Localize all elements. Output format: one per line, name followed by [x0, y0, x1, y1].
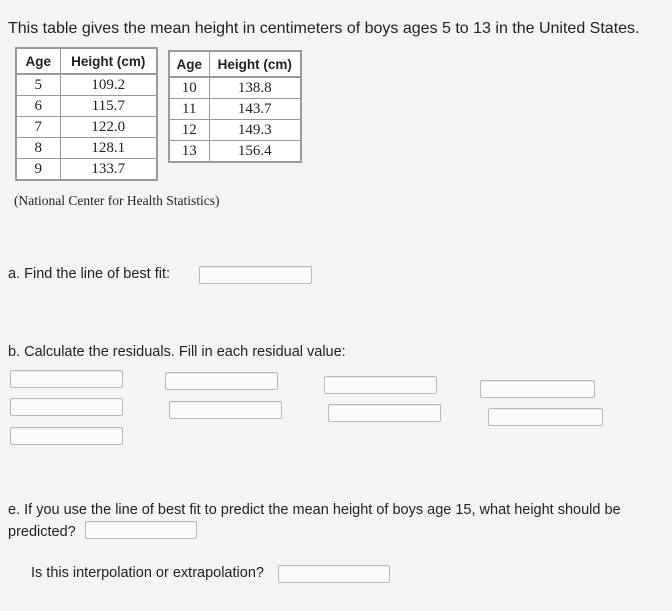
part-e-label-line1: e. If you use the line of best fit to predict the mean height of boys age 15, what height should be [8, 502, 621, 518]
height-table-ages-10-13 [168, 50, 302, 163]
height-cell: 133.7 [60, 159, 157, 181]
table-row [16, 138, 157, 159]
best-fit-line-input[interactable] [199, 266, 312, 284]
table-row [16, 96, 157, 117]
residual-input[interactable] [169, 401, 282, 419]
age-cell: 9 [16, 159, 60, 181]
age-cell: 13 [169, 141, 209, 163]
column-header-height: Height (cm) [60, 48, 157, 74]
age-cell: 10 [169, 77, 209, 99]
height-cell: 122.0 [60, 117, 157, 138]
height-cell: 156.4 [209, 141, 301, 163]
residual-input[interactable] [165, 372, 278, 390]
table-row [16, 74, 157, 96]
intro-text: This table gives the mean height in centimeters of boys ages 5 to 13 in the United States. [8, 20, 640, 37]
residual-input[interactable] [10, 427, 123, 445]
residual-input[interactable] [328, 404, 441, 422]
table-row [169, 141, 301, 163]
height-table-ages-5-9 [15, 47, 158, 181]
age-cell: 12 [169, 120, 209, 141]
residual-input[interactable] [10, 398, 123, 416]
age-cell: 11 [169, 99, 209, 120]
column-header-height: Height (cm) [209, 51, 301, 77]
residual-input[interactable] [10, 370, 123, 388]
column-header-age: Age [16, 48, 60, 74]
residual-input[interactable] [488, 408, 603, 426]
table-row [169, 77, 301, 99]
source-citation: (National Center for Health Statistics) [14, 193, 220, 208]
part-e-label-line2: predicted? [8, 524, 76, 540]
height-cell: 109.2 [60, 74, 157, 96]
table-row [169, 120, 301, 141]
height-cell: 128.1 [60, 138, 157, 159]
age-cell: 5 [16, 74, 60, 96]
table-row [16, 159, 157, 181]
age-cell: 8 [16, 138, 60, 159]
column-header-age: Age [169, 51, 209, 77]
interpolation-answer-input[interactable] [278, 565, 390, 583]
interpolation-question-label: Is this interpolation or extrapolation? [31, 565, 264, 581]
residual-input[interactable] [324, 376, 437, 394]
height-cell: 115.7 [60, 96, 157, 117]
table-row [16, 117, 157, 138]
height-cell: 143.7 [209, 99, 301, 120]
part-b-label: b. Calculate the residuals. Fill in each residual value: [8, 344, 346, 360]
age-cell: 7 [16, 117, 60, 138]
height-cell: 138.8 [209, 77, 301, 99]
residual-input[interactable] [480, 380, 595, 398]
part-a-label: a. Find the line of best fit: [8, 266, 171, 282]
height-cell: 149.3 [209, 120, 301, 141]
age-cell: 6 [16, 96, 60, 117]
predicted-height-input[interactable] [85, 521, 197, 539]
table-row [169, 99, 301, 120]
